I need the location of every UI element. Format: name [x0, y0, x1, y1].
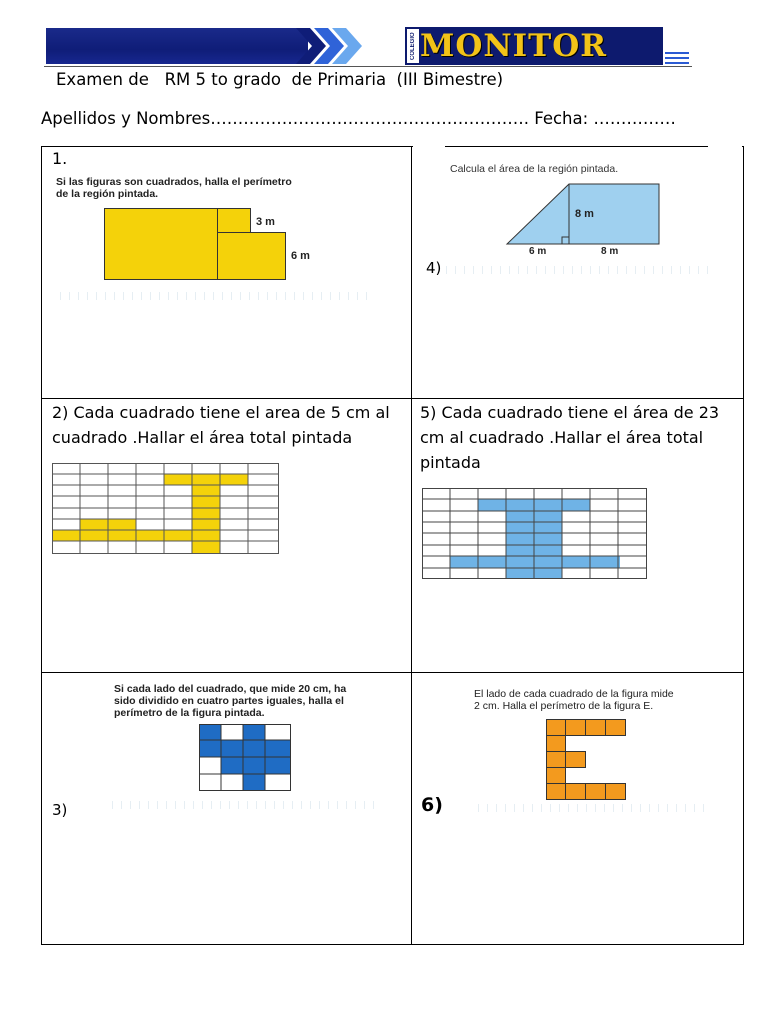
statement-line: de la región pintada.: [56, 188, 159, 200]
problem-4-statement: Calcula el área de la región pintada.: [450, 163, 619, 175]
statement-line: sido dividido en cuatro partes iguales, halla el: [114, 695, 344, 707]
problem-1-figure: [104, 208, 344, 284]
problem-2-text: 2) Cada cuadrado tiene el area de 5 cm al cuadrado .Hallar el área total pintada: [52, 403, 390, 447]
problem-1-statement: [56, 176, 292, 200]
chevron-arrows-icon: [296, 28, 376, 64]
table-row-divider: [41, 398, 744, 399]
statement-line: perímetro de la figura pintada.: [114, 707, 265, 719]
label-height-8m: 8 m: [575, 208, 594, 220]
problem-6-figure-e: [546, 719, 628, 801]
border-gap: [708, 140, 742, 152]
problem-3-figure: [199, 724, 291, 792]
faint-grid-decoration: [112, 801, 380, 809]
problem-4-number: 4): [426, 259, 442, 277]
logo-stripe: [665, 52, 689, 54]
logo-stripe: [665, 57, 689, 59]
faint-grid-decoration: [60, 292, 375, 300]
faint-grid-decoration: [478, 804, 706, 812]
header-banner-bar: [46, 28, 308, 64]
problem-6-number: 6): [421, 794, 443, 816]
faint-grid-decoration: [446, 266, 708, 274]
problem-5-grid-figure: [422, 488, 648, 580]
table-column-divider: [411, 146, 412, 945]
exam-title: Examen de RM 5 to grado de Primaria (III Bimestre): [56, 70, 504, 89]
problem-3-statement: [114, 683, 346, 719]
label-6m: 6 m: [291, 250, 310, 262]
problem-3-number: 3): [52, 801, 68, 819]
problem-1-number: 1.: [52, 149, 68, 168]
label-3m: 3 m: [256, 216, 275, 228]
logo-name: MONITOR: [420, 28, 607, 64]
names-date-line: Apellidos y Nombres…………………………………………………. Fecha: ……………: [41, 109, 676, 128]
statement-line: Si cada lado del cuadrado, que mide 20 cm, ha: [114, 683, 347, 695]
label-base-8m: 8 m: [601, 246, 619, 257]
problem-2-grid-figure: [52, 463, 280, 555]
problem-5-text: 5) Cada cuadrado tiene el área de 23 cm al cuadrado .Hallar el área total pintada: [420, 403, 720, 472]
statement-line: El lado de cada cuadrado de la figura mide: [474, 688, 674, 700]
problem-6-statement: [474, 688, 674, 712]
logo-prefix: COLEGIO: [407, 29, 419, 63]
table-row-divider: [41, 672, 744, 673]
border-gap: [413, 140, 445, 152]
statement-line: 2 cm. Halla el perímetro de la figura E.: [474, 700, 654, 712]
logo-stripe: [665, 62, 689, 64]
label-base-6m: 6 m: [529, 246, 547, 257]
header-rule: [44, 66, 692, 67]
statement-line: Si las figuras son cuadrados, halla el perímetro: [56, 176, 292, 188]
